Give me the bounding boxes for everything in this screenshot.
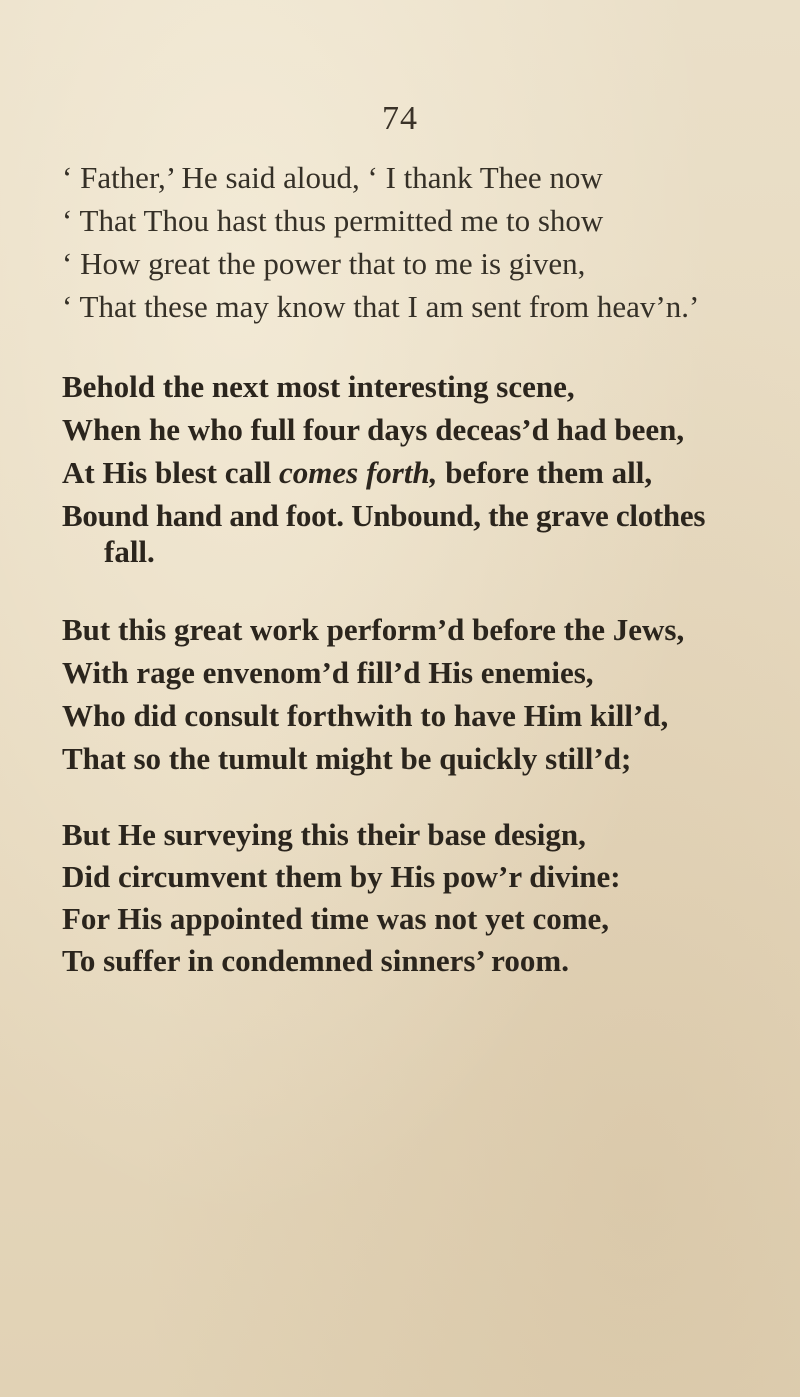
page-number: 74 (382, 100, 418, 137)
verse-italic-text: comes forth, (279, 455, 438, 490)
verse-line: For His appointed time was not yet come, (62, 901, 610, 936)
verse-line: ‘ That these may know that I am sent from heav’n.’ (62, 289, 700, 324)
verse-line: That so the tumult might be quickly still’d; (62, 741, 632, 776)
verse-line: With rage envenom’d fill’d His enemies, (62, 655, 594, 690)
verse-line-italic (62, 455, 652, 491)
verse-text: At His blest call (62, 455, 279, 490)
verse-line: When he who full four days deceas’d had been, (62, 412, 685, 447)
verse-text: before them all, (437, 455, 653, 490)
verse-line: But this great work perform’d before the Jews, (62, 612, 685, 647)
verse-line: ‘ Father,’ He said aloud, ‘ I thank Thee now (62, 160, 603, 195)
verse-line: Did circumvent them by His pow’r divine: (62, 859, 621, 894)
verse-line: To suffer in condemned sinners’ room. (62, 943, 569, 978)
verse-line: ‘ That Thou hast thus permitted me to show (62, 203, 604, 238)
verse-line: Behold the next most interesting scene, (62, 369, 575, 404)
verse-line: ‘ How great the power that to me is given, (62, 246, 586, 281)
verse-line: But He surveying this their base design, (62, 817, 586, 852)
verse-line: Bound hand and foot. Unbound, the grave clothes (62, 498, 706, 533)
verse-line: Who did consult forthwith to have Him kill’d, (62, 698, 669, 733)
verse-line-continuation: fall. (104, 534, 155, 569)
